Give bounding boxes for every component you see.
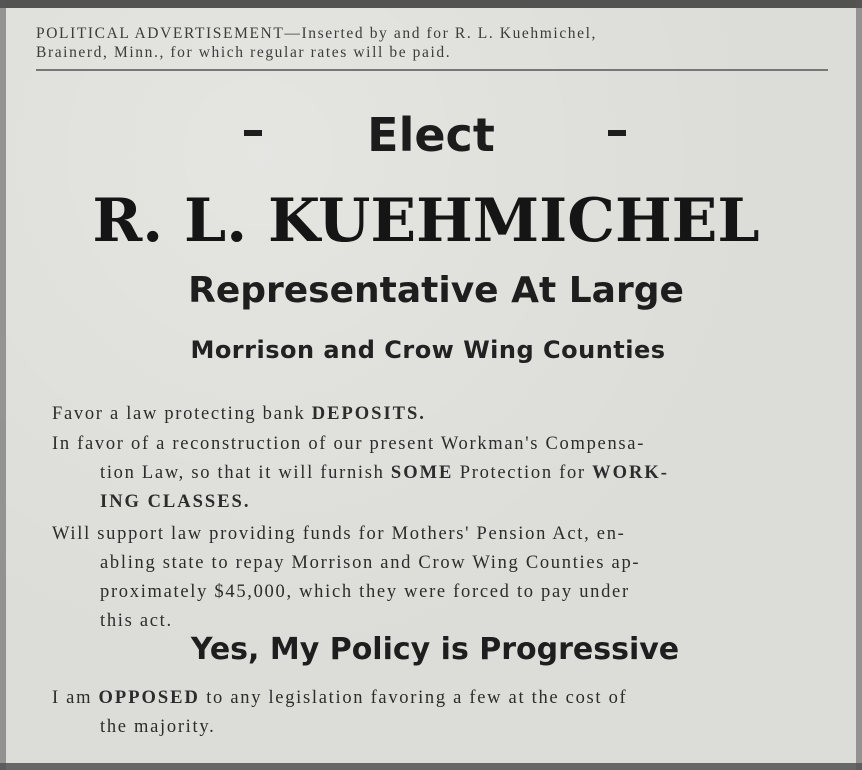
district-title: Morrison and Crow Wing Counties xyxy=(190,336,666,364)
notice-line-2: Brainerd, Minn., for which regular rates will be paid. xyxy=(36,44,452,61)
plank-2-text-b: Protection for xyxy=(453,463,593,483)
plank-4-text-a: I am xyxy=(52,688,99,708)
right-dash xyxy=(608,130,626,136)
plank-1-text: Favor a law protecting bank xyxy=(52,404,312,424)
plank-2-bold-classes: ING CLASSES. xyxy=(100,492,251,512)
plank-2-line-1: In favor of a reconstruction of our present Workman's Compensa- xyxy=(52,434,646,454)
plank-mothers-pension xyxy=(52,520,822,636)
elect-heading: Elect xyxy=(367,108,495,162)
candidate-name: R. L. KUEHMICHEL xyxy=(92,186,760,256)
notice-line-1: POLITICAL ADVERTISEMENT—Inserted by and for R. L. Kuehmichel, xyxy=(36,25,598,42)
elect-row xyxy=(0,108,862,168)
plank-opposed xyxy=(52,684,822,742)
political-notice xyxy=(36,24,836,62)
plank-3-line-3: proximately $45,000, which they were forced to pay under xyxy=(100,582,630,602)
plank-2-line-3 xyxy=(52,488,822,517)
scan-edge-top xyxy=(0,0,862,8)
plank-workmans-compensation xyxy=(52,430,822,517)
plank-2-text-a: tion Law, so that it will furnish xyxy=(100,463,391,483)
plank-4-line-2: the majority. xyxy=(100,717,216,737)
office-title: Representative At Large xyxy=(188,270,684,311)
plank-bank-deposits xyxy=(52,400,822,429)
notice-divider xyxy=(36,69,828,71)
plank-4-bold: OPPOSED xyxy=(98,688,200,708)
plank-2-bold-some: SOME xyxy=(390,463,454,483)
plank-4-line-1 xyxy=(52,684,822,713)
plank-2-line-2 xyxy=(52,459,822,488)
plank-3-line-1: Will support law providing funds for Mothers' Pension Act, en- xyxy=(52,524,626,544)
plank-4-text-b: to any legislation favoring a few at the cost of xyxy=(199,688,628,708)
plank-2-bold-work: WORK- xyxy=(592,463,669,483)
plank-3-line-4: this act. xyxy=(100,611,173,631)
slogan: Yes, My Policy is Progressive xyxy=(190,632,680,667)
plank-3-line-2: abling state to repay Morrison and Crow Wing Counties ap- xyxy=(100,553,641,573)
plank-1-bold: DEPOSITS. xyxy=(311,404,426,424)
scan-edge-bottom xyxy=(0,763,862,770)
